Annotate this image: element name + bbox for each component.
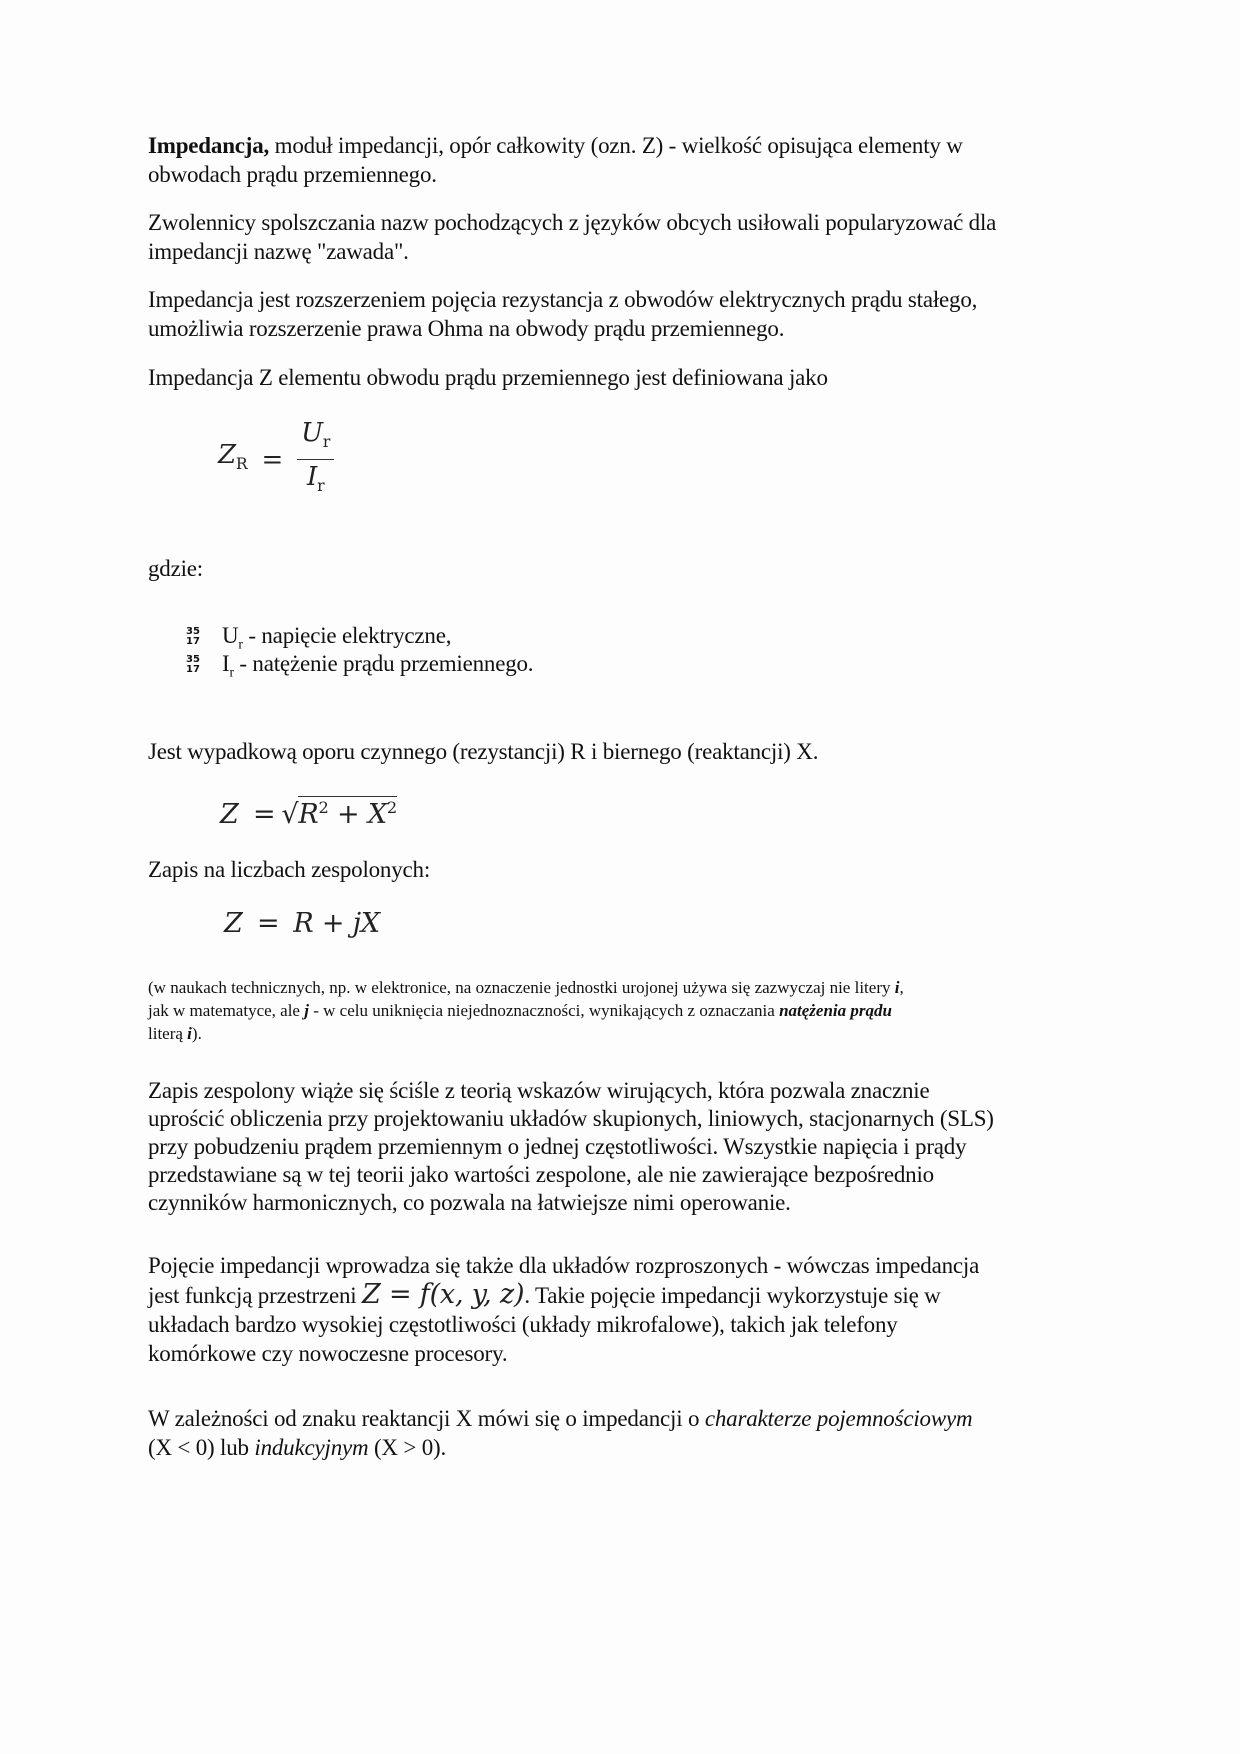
paragraph-extension: Impedancja jest rozszerzeniem pojęcia rezystancja z obwodów elektrycznych prądu stałego, umożliwia rozszerzenie prawa Ohma na obwody prądu przemiennego. <box>148 287 978 341</box>
paragraph-phasors: Zapis zespolony wiąże się ściśle z teorią wskazów wirujących, która pozwala znacznie uprościć obliczenia przy projektowaniu układów skupionych, liniowych, stacjonarnych (SLS) przy pobudzeniu prądem przemiennym o jednej częstotliwości. Wszystkie napięcia i prądy przedstawiane są w tej teorii jako wartości zespolone, ale nie zawierające bezpośrednio czynników harmonicznych, co pozwala na łatwiejsze nimi operowanie. <box>148 1078 994 1215</box>
paragraph-distributed: Pojęcie impedancji wprowadza się także dla układów rozproszonych - wówczas impedancja jest funkcją przestrzeni Z = f(x, y, z). Takie pojęcie impedancji wykorzystuje się w układach bardzo wysokiej częstotliwości (układy mikrofalowe), takich jak telefony komórkowe czy nowoczesne procesory. <box>148 1253 980 1366</box>
paragraph-definition: Impedancja, moduł impedancji, opór całkowity (ozn. Z) - wielkość opisująca elementy w obwodach prądu przemiennego. <box>148 133 963 187</box>
formula-modulus: $Z = √R^2 + X^2$ <box>220 798 398 830</box>
bullet-icon: 35 17 <box>186 626 200 647</box>
paragraph-zawada: Zwolennicy spolszczania nazw pochodzących z języków obcych usiłowali popularyzować dla impedancji nazwę "zawada". <box>148 210 997 264</box>
bullet-icon: 35 17 <box>186 654 200 675</box>
definition-item: $U_r$ - napięcie elektryczne, <box>222 623 452 652</box>
paragraph-intro-formula: Impedancja Z elementu obwodu prądu przemiennego jest definiowana jako <box>148 365 828 390</box>
paragraph-reactance-sign: W zależności od znaku reaktancji X mówi się o impedancji o charakterze pojemnościowym (X < 0) lub indukcyjnym (X > 0). <box>148 1406 973 1460</box>
formula-zr: $Z_R$ = $\frac{U_r}{I_r}$ <box>218 418 334 501</box>
definition-item: $I_r$ - natężenie prądu przemiennego. <box>222 651 534 680</box>
paragraph-resultant: Jest wypadkową oporu czynnego (rezystancji) R i biernego (reaktancji) X. <box>148 739 819 764</box>
formula-complex: Z = R + jX <box>224 908 380 939</box>
term-bold: Impedancja, <box>148 133 270 158</box>
note-imaginary-unit: (w naukach technicznych, np. w elektronice, na oznaczenie jednostki urojonej używa się zazwyczaj nie litery i, jak w matematyce, ale j - w celu uniknięcia niejednoznaczności, wynikających z oznaczania natężenia prądu literą i). <box>148 978 904 1043</box>
where-label: gdzie: <box>148 556 203 581</box>
paragraph-complex-label: Zapis na liczbach zespolonych: <box>148 857 431 882</box>
